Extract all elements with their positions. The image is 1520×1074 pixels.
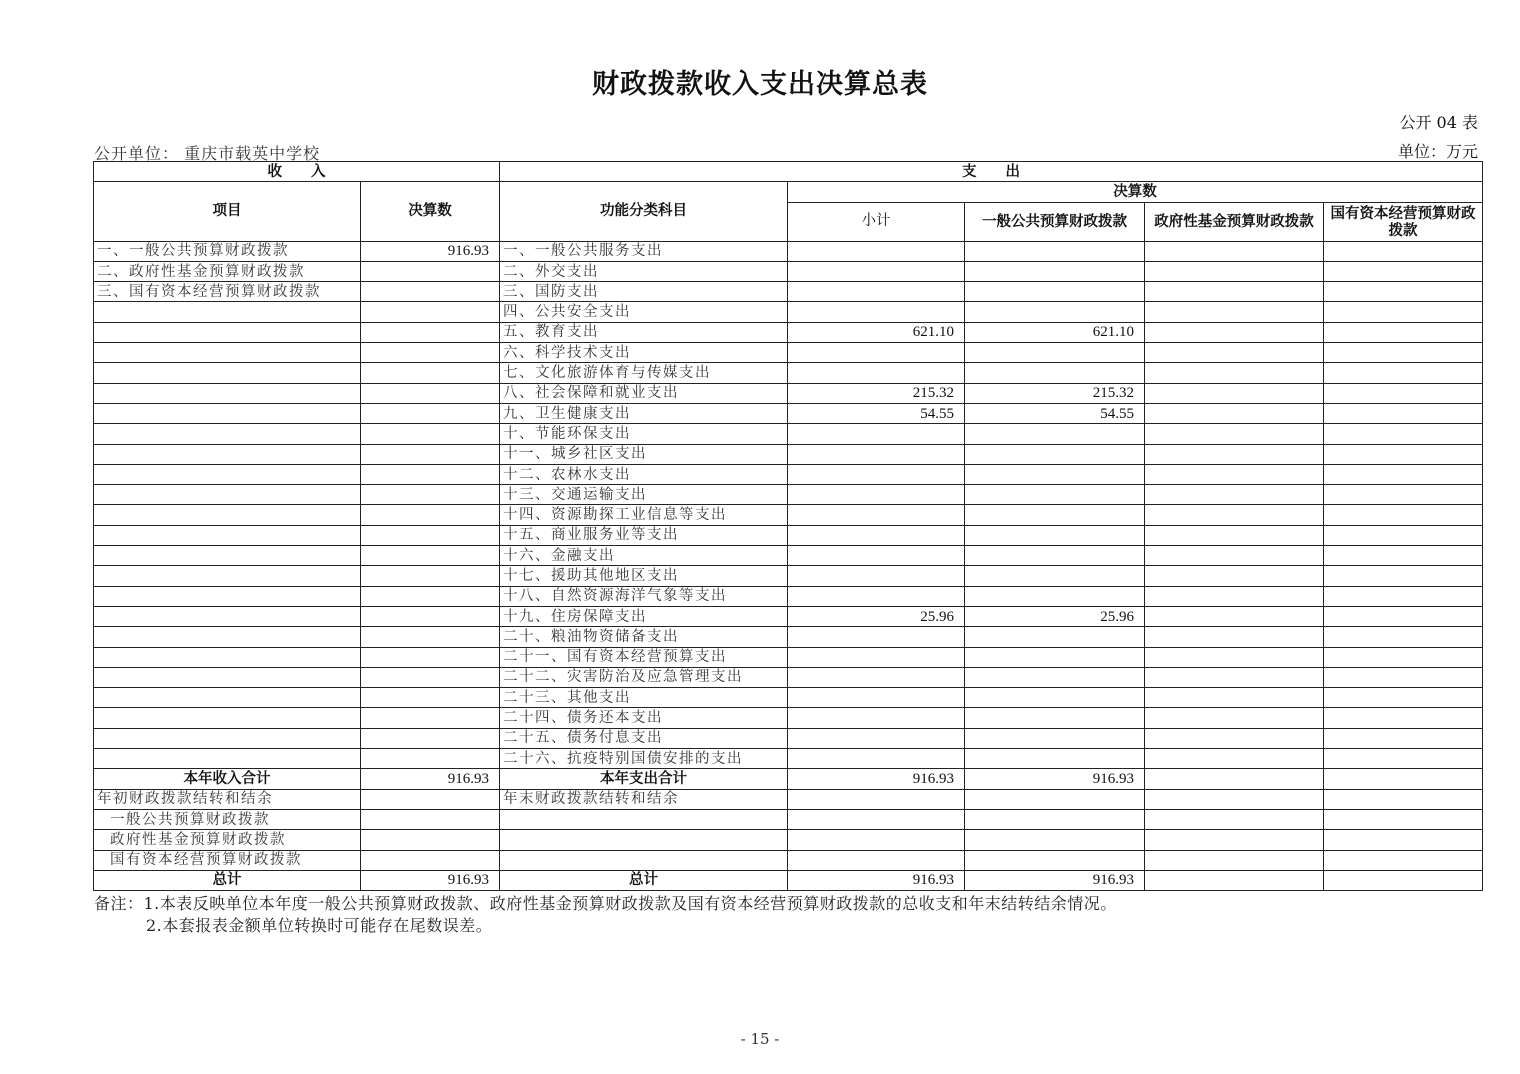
table-cell [1324, 505, 1483, 525]
table-cell [361, 749, 500, 769]
page-title: 财政拨款收入支出决算总表 [592, 69, 928, 100]
table-cell: 九、卫生健康支出 [500, 403, 788, 423]
table-cell [1145, 424, 1324, 444]
table-cell [94, 647, 361, 667]
table-cell [965, 749, 1145, 769]
table-cell [788, 586, 965, 606]
table-cell: 916.93 [361, 870, 500, 890]
table-cell [965, 302, 1145, 322]
table-cell: 一、一般公共预算财政拨款 [94, 241, 361, 261]
table-cell: 916.93 [788, 769, 965, 789]
table-cell [788, 485, 965, 505]
table-cell: 916.93 [361, 241, 500, 261]
table-cell [1324, 464, 1483, 484]
table-cell [94, 485, 361, 505]
table-cell [788, 708, 965, 728]
table-cell: 621.10 [788, 322, 965, 342]
table-cell [965, 444, 1145, 464]
table-cell [94, 343, 361, 363]
table-row [94, 485, 1483, 505]
table-row [94, 525, 1483, 545]
table-cell: 十七、援助其他地区支出 [500, 566, 788, 586]
table-cell [500, 830, 788, 850]
table-cell [1145, 525, 1324, 545]
table-cell: 四、公共安全支出 [500, 302, 788, 322]
table-cell [788, 241, 965, 261]
table-cell: 六、科学技术支出 [500, 343, 788, 363]
table-cell: 年初财政拨款结转和结余 [94, 789, 361, 809]
table-cell [361, 667, 500, 687]
table-cell [1145, 870, 1324, 890]
table-cell [965, 282, 1145, 302]
table-cell [361, 809, 500, 829]
table-cell: 215.32 [965, 383, 1145, 403]
table-cell [94, 363, 361, 383]
table-cell: 年末财政拨款结转和结余 [500, 789, 788, 809]
table-row [94, 667, 1483, 687]
table-cell [361, 261, 500, 281]
table-cell [361, 688, 500, 708]
table-cell: 十二、农林水支出 [500, 464, 788, 484]
grand-total-row [94, 870, 1483, 890]
table-row [94, 586, 1483, 606]
table-cell [965, 343, 1145, 363]
table-cell: 215.32 [788, 383, 965, 403]
table-cell [94, 424, 361, 444]
table-cell [788, 464, 965, 484]
table-cell [965, 566, 1145, 586]
table-cell [1324, 728, 1483, 748]
table-cell [1145, 363, 1324, 383]
table-cell: 三、国有资本经营预算财政拨款 [94, 282, 361, 302]
table-cell [1145, 566, 1324, 586]
table-cell [965, 546, 1145, 566]
table-cell [1145, 241, 1324, 261]
state-header: 国有资本经营预算财政拨款 [1324, 202, 1483, 241]
table-cell [1324, 444, 1483, 464]
table-cell [965, 464, 1145, 484]
table-cell [788, 647, 965, 667]
table-cell: 本年收入合计 [94, 769, 361, 789]
table-cell: 国有资本经营预算财政拨款 [94, 850, 361, 870]
table-cell [361, 282, 500, 302]
table-cell: 二十一、国有资本经营预算支出 [500, 647, 788, 667]
fund-header: 政府性基金预算财政拨款 [1145, 202, 1324, 241]
table-row [94, 606, 1483, 626]
table-cell [361, 647, 500, 667]
table-cell [1145, 667, 1324, 687]
table-row [94, 241, 1483, 261]
table-cell: 十五、商业服务业等支出 [500, 525, 788, 545]
table-cell [1145, 302, 1324, 322]
table-cell: 三、国防支出 [500, 282, 788, 302]
table-cell [788, 850, 965, 870]
table-cell: 916.93 [965, 870, 1145, 890]
table-cell [94, 749, 361, 769]
table-cell [94, 586, 361, 606]
table-cell [1145, 261, 1324, 281]
subtotal-header: 小计 [788, 202, 965, 241]
table-cell [1145, 383, 1324, 403]
table-cell [965, 485, 1145, 505]
table-cell [361, 403, 500, 423]
table-cell [361, 343, 500, 363]
table-cell [965, 789, 1145, 809]
table-cell [965, 830, 1145, 850]
table-row [94, 302, 1483, 322]
table-cell [500, 850, 788, 870]
unit-row [94, 139, 1478, 161]
table-cell [361, 546, 500, 566]
table-cell [788, 363, 965, 383]
table-cell [94, 464, 361, 484]
table-cell [94, 302, 361, 322]
table-cell [94, 546, 361, 566]
final-header: 决算数 [788, 182, 1483, 202]
table-cell [1145, 809, 1324, 829]
table-cell [788, 302, 965, 322]
table-row [94, 688, 1483, 708]
table-cell [1145, 606, 1324, 626]
table-cell [1145, 464, 1324, 484]
table-row [94, 322, 1483, 342]
table-cell [965, 505, 1145, 525]
carry-sub-row [94, 830, 1483, 850]
general-header: 一般公共预算财政拨款 [965, 202, 1145, 241]
table-cell [788, 789, 965, 809]
table-cell [94, 444, 361, 464]
table-cell [1145, 769, 1324, 789]
table-cell: 916.93 [361, 769, 500, 789]
table-cell: 十、节能环保支出 [500, 424, 788, 444]
table-cell [965, 667, 1145, 687]
table-cell [361, 627, 500, 647]
table-cell [1324, 789, 1483, 809]
note-1: 备注：1.本表反映单位本年度一般公共预算财政拨款、政府性基金预算财政拨款及国有资本经营预算财政拨款的总收支和年末结转结余情况。 [94, 894, 1117, 913]
table-cell [1145, 586, 1324, 606]
table-cell [788, 728, 965, 748]
table-cell: 二十四、债务还本支出 [500, 708, 788, 728]
table-cell [361, 464, 500, 484]
income-header: 收 入 [94, 162, 500, 182]
table-cell [1145, 749, 1324, 769]
table-cell [965, 647, 1145, 667]
table-cell [788, 566, 965, 586]
table-cell: 总计 [500, 870, 788, 890]
table-cell: 二、政府性基金预算财政拨款 [94, 261, 361, 281]
table-cell: 总计 [94, 870, 361, 890]
table-cell [1324, 566, 1483, 586]
table-cell [361, 322, 500, 342]
table-cell [1324, 261, 1483, 281]
table-cell [361, 302, 500, 322]
table-row [94, 444, 1483, 464]
table-cell [1145, 708, 1324, 728]
table-cell [361, 566, 500, 586]
table-cell [788, 505, 965, 525]
table-cell [788, 261, 965, 281]
table-cell: 二十二、灾害防治及应急管理支出 [500, 667, 788, 687]
table-cell [361, 424, 500, 444]
table-cell [94, 667, 361, 687]
table-cell [361, 789, 500, 809]
table-cell [1324, 809, 1483, 829]
year-total-row [94, 769, 1483, 789]
table-row [94, 282, 1483, 302]
table-cell [361, 525, 500, 545]
table-cell [788, 424, 965, 444]
table-cell [1324, 830, 1483, 850]
table-cell [1324, 424, 1483, 444]
table-cell: 一、一般公共服务支出 [500, 241, 788, 261]
table-cell [94, 525, 361, 545]
table-cell [94, 322, 361, 342]
table-cell: 十六、金融支出 [500, 546, 788, 566]
table-cell: 十八、自然资源海洋气象等支出 [500, 586, 788, 606]
table-cell: 二十、粮油物资储备支出 [500, 627, 788, 647]
table-cell [1145, 322, 1324, 342]
carry-sub-row [94, 809, 1483, 829]
table-cell [1324, 525, 1483, 545]
table-cell: 一般公共预算财政拨款 [94, 809, 361, 829]
table-cell [965, 850, 1145, 870]
table-cell [1324, 647, 1483, 667]
table-row [94, 749, 1483, 769]
table-cell [1324, 343, 1483, 363]
table-cell [1145, 789, 1324, 809]
table-cell [965, 728, 1145, 748]
table-cell [1324, 627, 1483, 647]
table-cell [1145, 850, 1324, 870]
table-cell: 二十五、债务付息支出 [500, 728, 788, 748]
table-cell [965, 688, 1145, 708]
table-cell [1324, 850, 1483, 870]
table-cell: 十一、城乡社区支出 [500, 444, 788, 464]
table-row [94, 627, 1483, 647]
table-cell [94, 606, 361, 626]
unit-label: 公开单位： [94, 144, 180, 163]
table-row [94, 363, 1483, 383]
table-cell [1324, 302, 1483, 322]
table-cell [94, 505, 361, 525]
table-cell [788, 688, 965, 708]
unit-name: 重庆市载英中学校 [184, 144, 321, 163]
table-cell: 二十三、其他支出 [500, 688, 788, 708]
table-cell [1145, 830, 1324, 850]
table-cell [1145, 505, 1324, 525]
table-cell [1145, 444, 1324, 464]
table-cell [788, 809, 965, 829]
table-cell: 政府性基金预算财政拨款 [94, 830, 361, 850]
table-row [94, 464, 1483, 484]
table-cell: 十三、交通运输支出 [500, 485, 788, 505]
table-row [94, 383, 1483, 403]
table-cell [965, 627, 1145, 647]
table-cell: 十四、资源勘探工业信息等支出 [500, 505, 788, 525]
table-cell [361, 708, 500, 728]
table-cell [788, 667, 965, 687]
table-cell [361, 586, 500, 606]
table-cell [1324, 667, 1483, 687]
table-cell [965, 424, 1145, 444]
table-cell: 二、外交支出 [500, 261, 788, 281]
table-cell [361, 830, 500, 850]
table-row [94, 424, 1483, 444]
table-cell [788, 830, 965, 850]
budget-table [93, 161, 1483, 891]
func-category-header: 功能分类科目 [500, 182, 788, 241]
table-cell [361, 383, 500, 403]
table-cell [94, 688, 361, 708]
table-cell [94, 566, 361, 586]
table-cell: 25.96 [788, 606, 965, 626]
table-body [94, 241, 1483, 891]
table-cell: 621.10 [965, 322, 1145, 342]
table-cell [788, 282, 965, 302]
table-cell [1145, 282, 1324, 302]
table-cell [1324, 546, 1483, 566]
table-cell [1324, 688, 1483, 708]
currency-unit: 单位：万元 [1397, 142, 1478, 161]
table-cell [1324, 749, 1483, 769]
table-cell [94, 728, 361, 748]
table-cell [94, 627, 361, 647]
table-row [94, 566, 1483, 586]
table-cell [1324, 241, 1483, 261]
table-cell [1324, 586, 1483, 606]
notes [94, 893, 1117, 937]
table-row [94, 261, 1483, 281]
table-cell [1145, 403, 1324, 423]
table-cell [1145, 546, 1324, 566]
table-row [94, 403, 1483, 423]
table-cell [965, 525, 1145, 545]
table-cell [361, 444, 500, 464]
table-cell [1324, 769, 1483, 789]
amount-header: 决算数 [361, 182, 500, 241]
carry-begin-row [94, 789, 1483, 809]
table-cell [965, 363, 1145, 383]
table-cell [788, 343, 965, 363]
item-header: 项目 [94, 182, 361, 241]
table-row [94, 647, 1483, 667]
table-cell [965, 261, 1145, 281]
table-cell [94, 383, 361, 403]
table-cell: 54.55 [965, 403, 1145, 423]
table-cell [1324, 282, 1483, 302]
carry-sub-row [94, 850, 1483, 870]
table-cell: 25.96 [965, 606, 1145, 626]
table-row [94, 505, 1483, 525]
table-cell [1324, 485, 1483, 505]
table-cell [965, 586, 1145, 606]
table-cell [361, 606, 500, 626]
table-cell: 八、社会保障和就业支出 [500, 383, 788, 403]
table-cell [788, 627, 965, 647]
note-2: 2.本套报表金额单位转换时可能存在尾数误差。 [146, 916, 493, 935]
table-cell [965, 708, 1145, 728]
table-cell [361, 363, 500, 383]
table-cell [361, 728, 500, 748]
page-number: - 15 - [740, 1030, 780, 1048]
table-cell [1324, 383, 1483, 403]
table-cell [94, 708, 361, 728]
table-cell [1324, 363, 1483, 383]
table-cell [361, 850, 500, 870]
table-cell: 916.93 [788, 870, 965, 890]
table-cell [1145, 728, 1324, 748]
table-cell [1324, 322, 1483, 342]
table-cell [1145, 627, 1324, 647]
table-cell: 七、文化旅游体育与传媒支出 [500, 363, 788, 383]
table-cell [1324, 708, 1483, 728]
table-cell [94, 403, 361, 423]
table-cell [788, 525, 965, 545]
table-row [94, 728, 1483, 748]
table-cell: 二十六、抗疫特别国债安排的支出 [500, 749, 788, 769]
table-cell [1145, 647, 1324, 667]
table-cell: 916.93 [965, 769, 1145, 789]
table-row [94, 546, 1483, 566]
table-cell [1145, 688, 1324, 708]
table-cell [1145, 343, 1324, 363]
table-cell [965, 241, 1145, 261]
table-cell: 五、教育支出 [500, 322, 788, 342]
table-cell: 54.55 [788, 403, 965, 423]
table-cell [500, 809, 788, 829]
form-number: 公开 04 表 [1399, 113, 1478, 132]
table-cell [965, 809, 1145, 829]
table-cell [361, 505, 500, 525]
table-cell [1324, 403, 1483, 423]
table-row [94, 343, 1483, 363]
table-row [94, 708, 1483, 728]
table-cell [788, 546, 965, 566]
table-cell [788, 444, 965, 464]
table-cell: 十九、住房保障支出 [500, 606, 788, 626]
table-cell [1145, 485, 1324, 505]
table-cell [1324, 870, 1483, 890]
expense-header: 支 出 [500, 162, 1483, 182]
table-cell: 本年支出合计 [500, 769, 788, 789]
table-cell [361, 485, 500, 505]
table-cell [1324, 606, 1483, 626]
table-cell [788, 749, 965, 769]
